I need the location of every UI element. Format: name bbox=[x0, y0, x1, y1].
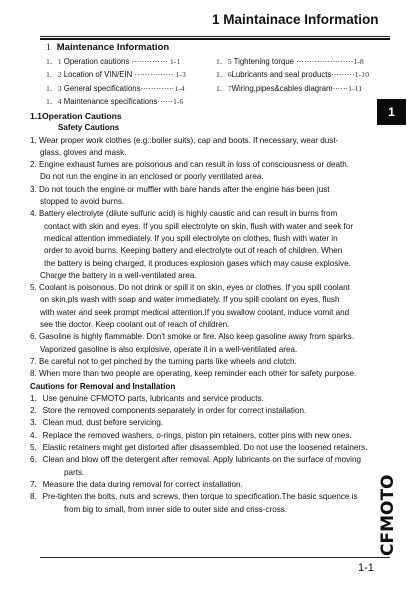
safety-line: see the doctor. Keep coolant out of reach of children. bbox=[40, 320, 230, 330]
safety-cautions-title: Safety Cautions bbox=[58, 123, 120, 133]
page-header-title: 1 Maintainace Information bbox=[212, 12, 379, 27]
safety-line: Vaporized gasoline is also explosive, operate it in a well-ventilated area. bbox=[40, 344, 298, 354]
toc-right-column bbox=[216, 55, 369, 95]
toc-entry[interactable] bbox=[216, 55, 369, 68]
toc-entry-page: 1-10 bbox=[354, 70, 369, 80]
page-number: 1-1 bbox=[358, 562, 374, 574]
toc-entry[interactable] bbox=[46, 55, 186, 68]
toc-entry-number: 1．1 bbox=[46, 57, 62, 66]
chapter-tab: 1 bbox=[377, 99, 406, 125]
safety-line: on skin,pls wash with soap and water immediately. If you spill coolant on eyes, flush bbox=[40, 295, 340, 305]
safety-line: Charge the battery in a well-ventilated area. bbox=[40, 270, 197, 280]
toc-entry-page: 1-8 bbox=[353, 57, 364, 66]
safety-line: the battery is being charged, it produces explosion gases which may cause explosive. bbox=[44, 258, 351, 268]
toc-left-column bbox=[46, 55, 186, 109]
section-number: 1.1 bbox=[30, 111, 42, 121]
safety-line: 6. Gasoline is highly flammable. Don't smoke or fire. Also keep gasoline away from sparks. bbox=[30, 332, 355, 342]
toc-entry-number: 1．2 bbox=[46, 70, 62, 80]
header-rule-thin bbox=[40, 36, 390, 37]
removal-line: 4．Replace the removed washers, o-rings, piston pin retainers, cotter pins with new ones. bbox=[30, 430, 352, 440]
header-rule-thick bbox=[40, 38, 390, 40]
safety-line: 3. Do not touch the engine or muffler with bare hands after the engine has been just bbox=[30, 184, 330, 194]
toc-entry-number: 1．7 bbox=[216, 83, 232, 93]
removal-line: 5．Elastic retainers might get distorted after disassembled. Do not use the loosened retainers. bbox=[30, 443, 368, 453]
toc-heading-number: 1 bbox=[46, 43, 51, 53]
safety-line: medical attention immediately. If you spill electrolyte on clothes, flush with water in bbox=[44, 233, 338, 243]
safety-line: 5. Coolant is poisonous. Do not drink or spill it on skin, eyes or clothes. If you spill coolant bbox=[30, 283, 350, 293]
toc-entry[interactable] bbox=[46, 68, 186, 81]
toc-entry-label: Tightening torque bbox=[233, 57, 295, 66]
toc-entry-label: General specifications bbox=[63, 83, 141, 93]
section-body bbox=[30, 110, 380, 516]
removal-line: parts. bbox=[64, 467, 85, 477]
safety-line: Do not run the engine in an enclosed or poorly ventilated area. bbox=[40, 172, 264, 182]
safety-line: with water and seek prompt medical attention.If you swallow coolant, induce vomit and bbox=[40, 307, 350, 317]
toc-leader-dots: ········· bbox=[331, 70, 355, 80]
removal-line: 6．Clean and blow off the detergent after removal. Apply lubricants on the surface of moving bbox=[30, 455, 361, 465]
toc-heading-text: Maintenance Information bbox=[56, 42, 170, 53]
section-title-text: Operation Cautions bbox=[41, 111, 122, 121]
footer-rule bbox=[40, 557, 390, 558]
toc-entry-label: Lubricants and seal products bbox=[231, 70, 332, 80]
toc-entry-label: Operation cautions bbox=[63, 57, 130, 66]
toc-entry-page: 1-4 bbox=[174, 83, 185, 93]
removal-line: 1．Use genuine CFMOTO parts, lubricants and service products. bbox=[30, 393, 264, 403]
removal-line: 8．Pre-tighten the bolts, nuts and screws, then torque to specification.The basic squence is bbox=[30, 492, 358, 502]
toc-entry[interactable] bbox=[46, 95, 186, 108]
safety-line: contact with skin and eyes. If you spill electrolyte on skin, flush with water and seek for bbox=[44, 221, 354, 231]
removal-line: 3．Clean mud, dust before servicing. bbox=[30, 418, 164, 428]
toc-heading bbox=[46, 42, 169, 53]
toc-entry-number: 1．4 bbox=[46, 97, 62, 107]
safety-line: 2. Engine exhaust fumes are poisonous and can result in loss of consciousness or death. bbox=[30, 160, 349, 170]
safety-line: 4. Battery electrolyte (dilute sulfuric acid) is highly caustic and can result in burns from bbox=[30, 209, 338, 219]
toc-entry-number: 1．3 bbox=[46, 83, 62, 93]
toc-entry-page: 1-6 bbox=[172, 97, 184, 107]
safety-line: 8. When more than two people are operating, keep reminder each other for safety purpose. bbox=[30, 369, 357, 379]
safety-line: stopped to avoid burns. bbox=[40, 197, 125, 207]
safety-line: 7. Be careful not to get pinched by the turning parts like wheels and clutch. bbox=[30, 356, 297, 366]
toc-leader-dots: ············· bbox=[140, 83, 175, 93]
toc-entry-number: 1．6 bbox=[216, 70, 232, 80]
safety-line: glass, gloves and mask. bbox=[40, 147, 127, 157]
section-title bbox=[30, 110, 380, 122]
removal-cautions-title: Cautions for Removal and Installation bbox=[30, 381, 176, 391]
toc-entry-label: Wiring,pipes&cables diagram bbox=[231, 83, 333, 93]
toc-entry-page: 1-3 bbox=[175, 70, 186, 80]
toc-entry[interactable] bbox=[216, 82, 369, 95]
toc-entry[interactable] bbox=[216, 68, 369, 81]
toc-leader-dots: ······ bbox=[332, 83, 349, 93]
safety-line: order to avoid burns. Keeping battery and electrolyte out of reach of children. When bbox=[44, 246, 343, 256]
removal-line: from big to small, from inner side to outer side and criss-cross. bbox=[64, 504, 288, 514]
toc-leader-dots: ······················ bbox=[294, 57, 354, 66]
toc-entry-label: Location of VIN/EIN bbox=[63, 70, 133, 80]
toc-leader-dots: ·············· bbox=[129, 57, 170, 66]
safety-line: 1. Wear proper work clothes (e.g.:boiler suits), cap and boots. If necessary, wear dust- bbox=[30, 135, 339, 145]
toc-entry-page: 1-11 bbox=[348, 83, 363, 93]
cfmoto-logo-text: CFMOTO bbox=[378, 474, 398, 556]
removal-line: 7．Measure the data during removal for correct installation. bbox=[30, 479, 243, 489]
toc-entry[interactable] bbox=[46, 82, 186, 95]
toc-leader-dots: ······ bbox=[157, 97, 173, 107]
toc-entry-number: 1．5 bbox=[216, 57, 232, 66]
toc-entry-page: 1-1 bbox=[169, 57, 181, 66]
toc-leader-dots: ··············· bbox=[132, 70, 176, 80]
cfmoto-logo bbox=[374, 470, 400, 558]
toc-entry-label: Maintenance specifications bbox=[63, 97, 158, 107]
removal-line: 2．Store the removed components separately in order for correct installation. bbox=[30, 406, 307, 416]
